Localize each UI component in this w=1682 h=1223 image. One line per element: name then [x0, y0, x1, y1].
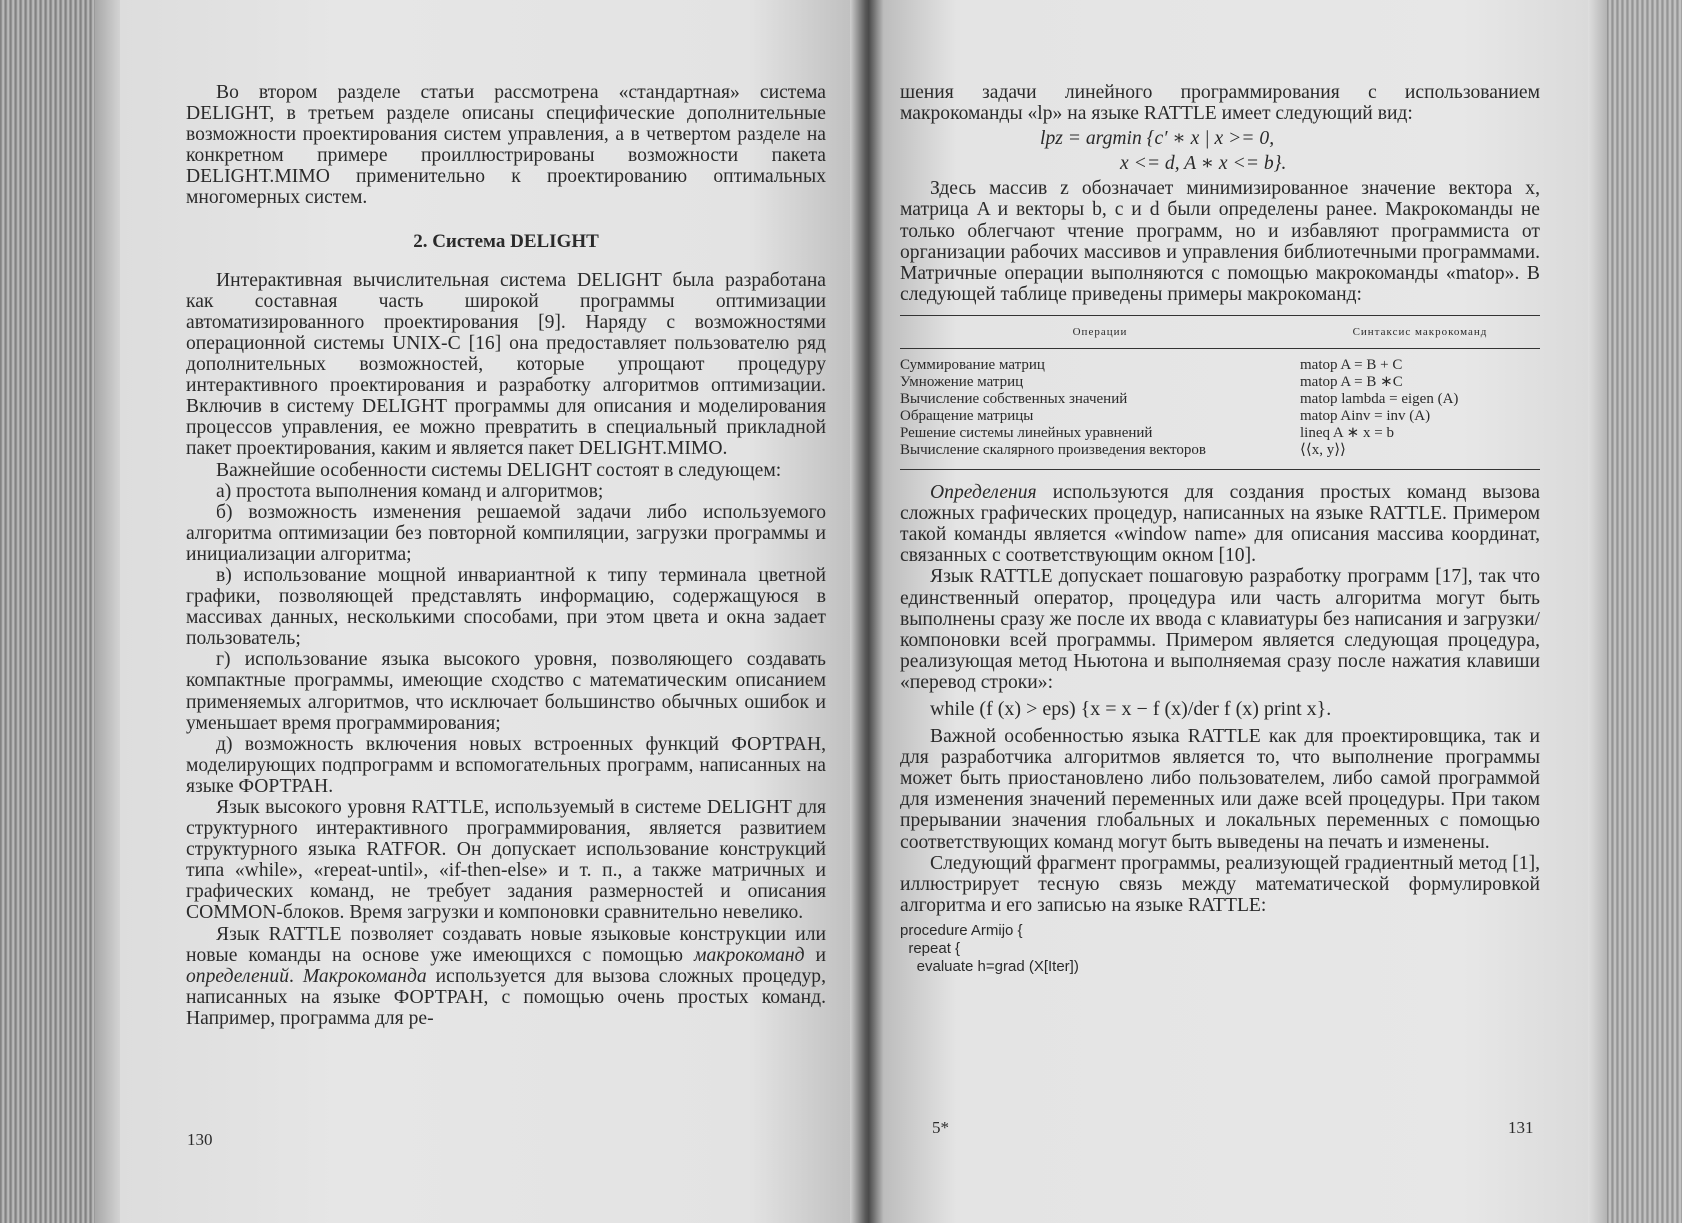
- table-cell: matop A = B + C: [1300, 357, 1403, 374]
- table-cell: matop Ainv = inv (A): [1300, 408, 1431, 425]
- term-macro: Макрокоманда: [302, 965, 427, 987]
- table-cell: Умножение матриц: [900, 374, 1024, 391]
- code-listing: [900, 922, 1540, 976]
- table-body: [900, 349, 1540, 469]
- table-cell: Обращение матрицы: [900, 408, 1034, 425]
- table-cell: ⟨⟨x, y⟩⟩: [1300, 442, 1346, 459]
- table-row: [900, 357, 1540, 374]
- book-gutter: [850, 0, 884, 1223]
- table-row: [900, 374, 1540, 391]
- paragraph: Здесь массив z обозначает минимизированное значение вектора x, матрица A и векторы b, c и d были определены ранее. Макрокоманды не только облегчают чтение программ, но и избавляют программиста от организации рабочих массивов и управления библиотечными программами. Матричные операции выполняются с помощью макрокоманды «matop». В следующей таблице приведены примеры макрокоманд:: [900, 178, 1540, 305]
- paragraph-macros: [186, 924, 826, 1029]
- paragraph-definitions: [900, 482, 1540, 566]
- text-span: и: [804, 944, 826, 966]
- text-span: Язык RATTLE позволяет создавать новые языковые конструкции или новые команды на основе уже имеющихся с помощью: [186, 923, 826, 966]
- list-item: б) возможность изменения решаемой задачи либо используемого алгоритма оптимизации без повторной компиляции, загрузки программы и инициализации алгоритма;: [186, 501, 826, 565]
- term-macros: макрокоманд: [694, 944, 805, 966]
- signature-mark: 5*: [932, 1118, 949, 1137]
- page-number-right: 131: [1508, 1118, 1534, 1137]
- term-definitions: определений: [186, 965, 290, 987]
- text-span: .: [289, 965, 303, 987]
- table-cell: matop A = B ∗C: [1300, 374, 1403, 391]
- code-line: procedure Armijo {: [900, 921, 1023, 939]
- formula-line: lpz = argmin {c′ ∗ x | x >= 0,: [1040, 128, 1275, 150]
- page-edges-left: [0, 0, 110, 1223]
- table-cell: Решение системы линейных уравнений: [900, 425, 1153, 442]
- list-item: г) использование языка высокого уровня, позволяющего создавать компактные программы, имеющие сходство с математическим описанием применяемых алгоритмов, что исключает большинство обычных ошибок и уменьшает время программирования;: [186, 649, 826, 734]
- paragraph: шения задачи линейного программирования с использованием макрокоманды «lp» на языке RATTLE имеет следующий вид:: [900, 82, 1540, 125]
- table-row: [900, 408, 1540, 425]
- table-cell: Вычисление собственных значений: [900, 391, 1128, 408]
- table-rule: [900, 469, 1540, 470]
- term-definitions: Определения: [930, 482, 1037, 504]
- paragraph: Язык RATTLE допускает пошаговую разработку программ [17], так что единственный оператор, процедура или часть алгоритма могут быть выполнены сразу же после их ввода с клавиатуры без написания и загрузки/компоновки всей программы. Примером является следующая процедура, реализующая метод Ньютона и выполняемая сразу после нажатия клавиши «перевод строки»:: [900, 566, 1540, 693]
- table-cell: matop lambda = eigen (A): [1300, 391, 1459, 408]
- paragraph: Важной особенностью языка RATTLE как для проектировщика, так и для разработчика алгоритмов является то, что выполнение программы может быть приостановлено либо пользователем, либо самой программой для изменения значений переменных или даже всей процедуры. При таком прерывании значения глобальных и локальных переменных с помощью соответствующих команд могут быть выведены на печать и изменены.: [900, 726, 1540, 853]
- column-header: Операции: [1072, 325, 1128, 338]
- right-text-column: [900, 82, 1540, 976]
- macro-table: [900, 315, 1540, 470]
- text-span: используются для создания простых команд вызова сложных графических процедур, написанных на языке RATTLE. Примером такой команды является «window name» для описания массива координат, связанных с соответствующим окном [10].: [900, 482, 1540, 567]
- while-example: while (f (x) > eps) {x = x − f (x)/der f (x) print x}.: [930, 697, 1332, 720]
- table-cell: Вычисление скалярного произведения векторов: [900, 442, 1206, 459]
- text-span: используется для вызова сложных процедур, написанных на языке ФОРТРАН, с помощью очень простых команд. Например, программа для ре-: [186, 965, 826, 1029]
- list-item: д) возможность включения новых встроенных функций ФОРТРАН, моделирующих подпрограмм и вспомогательных программ, написанных на языке ФОРТРАН.: [186, 733, 826, 797]
- code-line: evaluate h=grad (X[Iter]): [900, 957, 1079, 975]
- paragraph: Следующий фрагмент программы, реализующей градиентный метод [1], иллюстрирует тесную связь между математической формулировкой алгоритма и его записью на языке RATTLE:: [900, 852, 1540, 916]
- paragraph: Интерактивная вычислительная система DELIGHT была разработана как составная часть широкой программы оптимизации автоматизированного проектирования [9]. Наряду с возможностями операционной системы UNIX-C [16] она предоставляет пользователю ряд дополнительных возможностей, которые упрощают процедуру интерактивного проектирования и разработку алгоритмов оптимизации. Включив в систему DELIGHT программы для описания и моделирования процессов управления, ее можно превратить в специальный прикладной пакет проектирования, каким и является пакет DELIGHT.MIMO.: [186, 269, 826, 460]
- intro-paragraph: Во втором разделе статьи рассмотрена «стандартная» система DELIGHT, в третьем разделе описаны специфические дополнительные возможности проектирования систем управления, а в четвертом разделе на конкретном примере проиллюстрированы возможности пакета DELIGHT.MIMO применительно к проектированию оптимальных многомерных систем.: [186, 82, 826, 209]
- code-line: repeat {: [900, 939, 961, 957]
- left-text-column: [186, 82, 826, 1029]
- table-row: [900, 425, 1540, 442]
- table-cell: Суммирование матриц: [900, 357, 1045, 374]
- column-header: Синтаксис макрокоманд: [1352, 325, 1488, 338]
- formula-line: x <= d, A ∗ x <= b}.: [1120, 153, 1287, 175]
- list-item: в) использование мощной инвариантной к типу терминала цветной графики, позволяющей представлять информацию, содержащуюся в массивах данных, несколькими способами, при этом цвета и окна задает пользователь;: [186, 564, 826, 650]
- page-edges-right: [1607, 0, 1682, 1223]
- paragraph: Важнейшие особенности системы DELIGHT состоят в следующем:: [216, 459, 782, 481]
- table-row: [900, 442, 1540, 459]
- table-row: [900, 391, 1540, 408]
- table-cell: lineq A ∗ x = b: [1300, 425, 1394, 442]
- paragraph: Язык высокого уровня RATTLE, используемый в системе DELIGHT для структурного интерактивного программирования, является развитием структурного языка RATFOR. Он допускает использование конструкций типа «while», «repeat-until», «if-then-else» и т. п., а также матричных и графических команд, не требует задания размерностей и описания COMMON-блоков. Время загрузки и компоновки сравнительно невелико.: [186, 797, 826, 924]
- table-header: [900, 316, 1540, 348]
- list-item: а) простота выполнения команд и алгоритмов;: [216, 480, 604, 502]
- page-number-left: 130: [187, 1130, 213, 1149]
- section-heading: 2. Система DELIGHT: [413, 230, 599, 252]
